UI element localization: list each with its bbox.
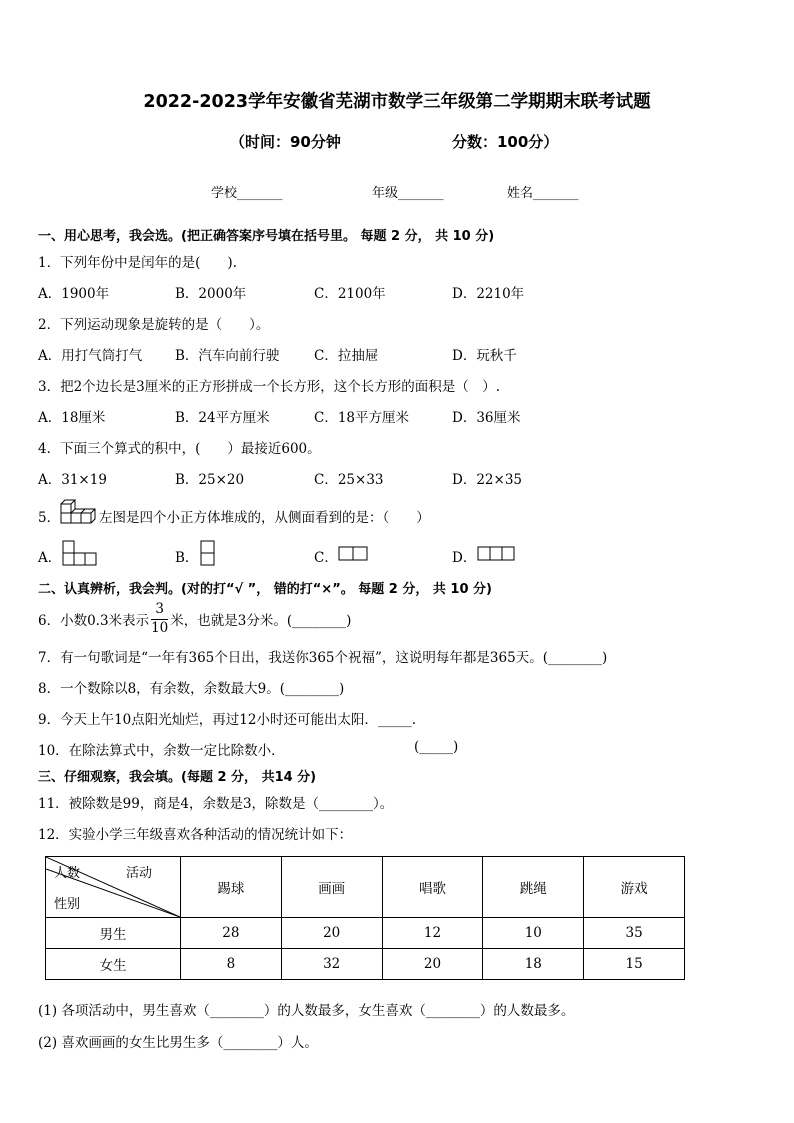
q3-option-d: D．36厘米 bbox=[452, 410, 521, 426]
q6-suffix: 米，也就是3分米。(________) bbox=[170, 613, 352, 629]
q2-option-b: B．汽车向前行驶 bbox=[175, 348, 280, 364]
fraction-denominator: 10 bbox=[151, 619, 169, 636]
name-field: 姓名_______ bbox=[507, 186, 579, 201]
column-header: 唱歌 bbox=[382, 857, 483, 918]
q12-sub2: (2) 喜欢画画的女生比男生多（________）人。 bbox=[38, 1035, 318, 1051]
q4-option-a: A．31×19 bbox=[38, 472, 107, 488]
q3-option-b: B．24平方厘米 bbox=[175, 410, 270, 426]
q3-option-c: C．18平方厘米 bbox=[314, 410, 410, 426]
table-corner-cell bbox=[46, 857, 181, 918]
q4-option-c: C．25×33 bbox=[314, 472, 384, 488]
column-header: 跳绳 bbox=[483, 857, 584, 918]
q4-option-d: D．22×35 bbox=[452, 472, 522, 488]
q5-option-c: C． bbox=[314, 550, 338, 566]
column-header: 画画 bbox=[281, 857, 382, 918]
exam-time: （时间：90分钟 bbox=[230, 133, 341, 151]
q2-option-c: C．拉抽屉 bbox=[314, 348, 379, 364]
cube-stack-figure bbox=[57, 498, 99, 526]
q5-option-a-figure bbox=[62, 540, 100, 568]
table-cell: 18 bbox=[483, 949, 584, 980]
q6 bbox=[38, 600, 351, 638]
section2-heading: 二、认真辨析，我会判。(对的打“√ ”， 错的打“×”。 每题 2 分， 共 10 分) bbox=[38, 582, 492, 597]
table-cell: 35 bbox=[584, 918, 685, 949]
table-row bbox=[46, 949, 685, 980]
table-cell: 28 bbox=[181, 918, 282, 949]
q10-answer-blank: (_____) bbox=[414, 739, 459, 755]
q2-option-a: A．用打气筒打气 bbox=[38, 348, 143, 364]
q10-text: 10．在除法算式中，余数一定比除数小． bbox=[38, 743, 285, 759]
section3-heading: 三、仔细观察，我会填。(每题 2 分， 共14 分) bbox=[38, 770, 317, 785]
q1-option-c: C．2100年 bbox=[314, 286, 386, 302]
table-cell: 20 bbox=[281, 918, 382, 949]
q11-text: 11．被除数是99，商是4，余数是3，除数是（________）。 bbox=[38, 796, 394, 812]
q5-option-d: D． bbox=[452, 550, 477, 566]
q5-option-b: B． bbox=[175, 550, 199, 566]
q5-text: 左图是四个小正方体堆成的，从侧面看到的是：（ ） bbox=[99, 510, 430, 526]
grade-field: 年级_______ bbox=[372, 186, 444, 201]
table-cell: 20 bbox=[382, 949, 483, 980]
q2-text: 2．下列运动现象是旋转的是（ ）。 bbox=[38, 317, 270, 333]
fraction bbox=[151, 603, 168, 635]
exam-score: 分数：100分） bbox=[452, 133, 559, 151]
page-title: 2022-2023学年安徽省芜湖市数学三年级第二学期期末联考试题 bbox=[143, 92, 651, 112]
table-cell: 15 bbox=[584, 949, 685, 980]
table-cell: 8 bbox=[181, 949, 282, 980]
q1-option-d: D．2210年 bbox=[452, 286, 525, 302]
q2-option-d: D．玩秋千 bbox=[452, 348, 517, 364]
column-header: 游戏 bbox=[584, 857, 685, 918]
school-field: 学校_______ bbox=[211, 186, 283, 201]
table-cell: 12 bbox=[382, 918, 483, 949]
q1-text: 1．下列年份中是闰年的是( ). bbox=[38, 255, 237, 271]
q12-text: 12．实验小学三年级喜欢各种活动的情况统计如下： bbox=[38, 827, 353, 843]
q5-option-d-figure bbox=[477, 546, 519, 562]
q4-text: 4．下面三个算式的积中，( ）最接近600。 bbox=[38, 441, 321, 457]
q5-option-c-figure bbox=[338, 546, 370, 562]
q5-number: 5． bbox=[38, 510, 61, 526]
q6-prefix: 6．小数0.3米表示 bbox=[38, 613, 150, 629]
fraction-numerator: 3 bbox=[151, 603, 168, 620]
section1-heading: 一、用心思考，我会选。(把正确答案序号填在括号里。 每题 2 分， 共 10 分) bbox=[38, 229, 495, 244]
q9-text: 9．今天上午10点阳光灿烂，再过12小时还可能出太阳．_____. bbox=[38, 712, 416, 728]
corner-label-count: 人数 bbox=[54, 866, 81, 881]
q1-option-b: B．2000年 bbox=[175, 286, 247, 302]
activity-stats-table bbox=[45, 856, 685, 980]
q1-option-a: A．1900年 bbox=[38, 286, 110, 302]
q8-text: 8．一个数除以8，有余数，余数最大9。(________) bbox=[38, 681, 345, 697]
table-header-row bbox=[46, 857, 685, 918]
q3-option-a: A．18厘米 bbox=[38, 410, 106, 426]
column-header: 踢球 bbox=[181, 857, 282, 918]
q3-text: 3．把2个边长是3厘米的正方形拼成一个长方形，这个长方形的面积是（ ）. bbox=[38, 379, 501, 395]
row-label: 女生 bbox=[46, 949, 181, 980]
q4-option-b: B．25×20 bbox=[175, 472, 245, 488]
q12-sub1: (1) 各项活动中，男生喜欢（________）的人数最多，女生喜欢（________）的人数最多。 bbox=[38, 1003, 575, 1019]
table-row bbox=[46, 918, 685, 949]
row-label: 男生 bbox=[46, 918, 181, 949]
corner-label-gender: 性别 bbox=[54, 897, 81, 912]
q5-option-a: A． bbox=[38, 550, 62, 566]
q7-text: 7．有一句歌词是“一年有365个日出，我送你365个祝福”，这说明每年都是365天。(________) bbox=[38, 650, 608, 666]
q5-option-b-figure bbox=[200, 540, 216, 568]
table-cell: 10 bbox=[483, 918, 584, 949]
table-cell: 32 bbox=[281, 949, 382, 980]
corner-label-activity: 活动 bbox=[126, 866, 153, 881]
